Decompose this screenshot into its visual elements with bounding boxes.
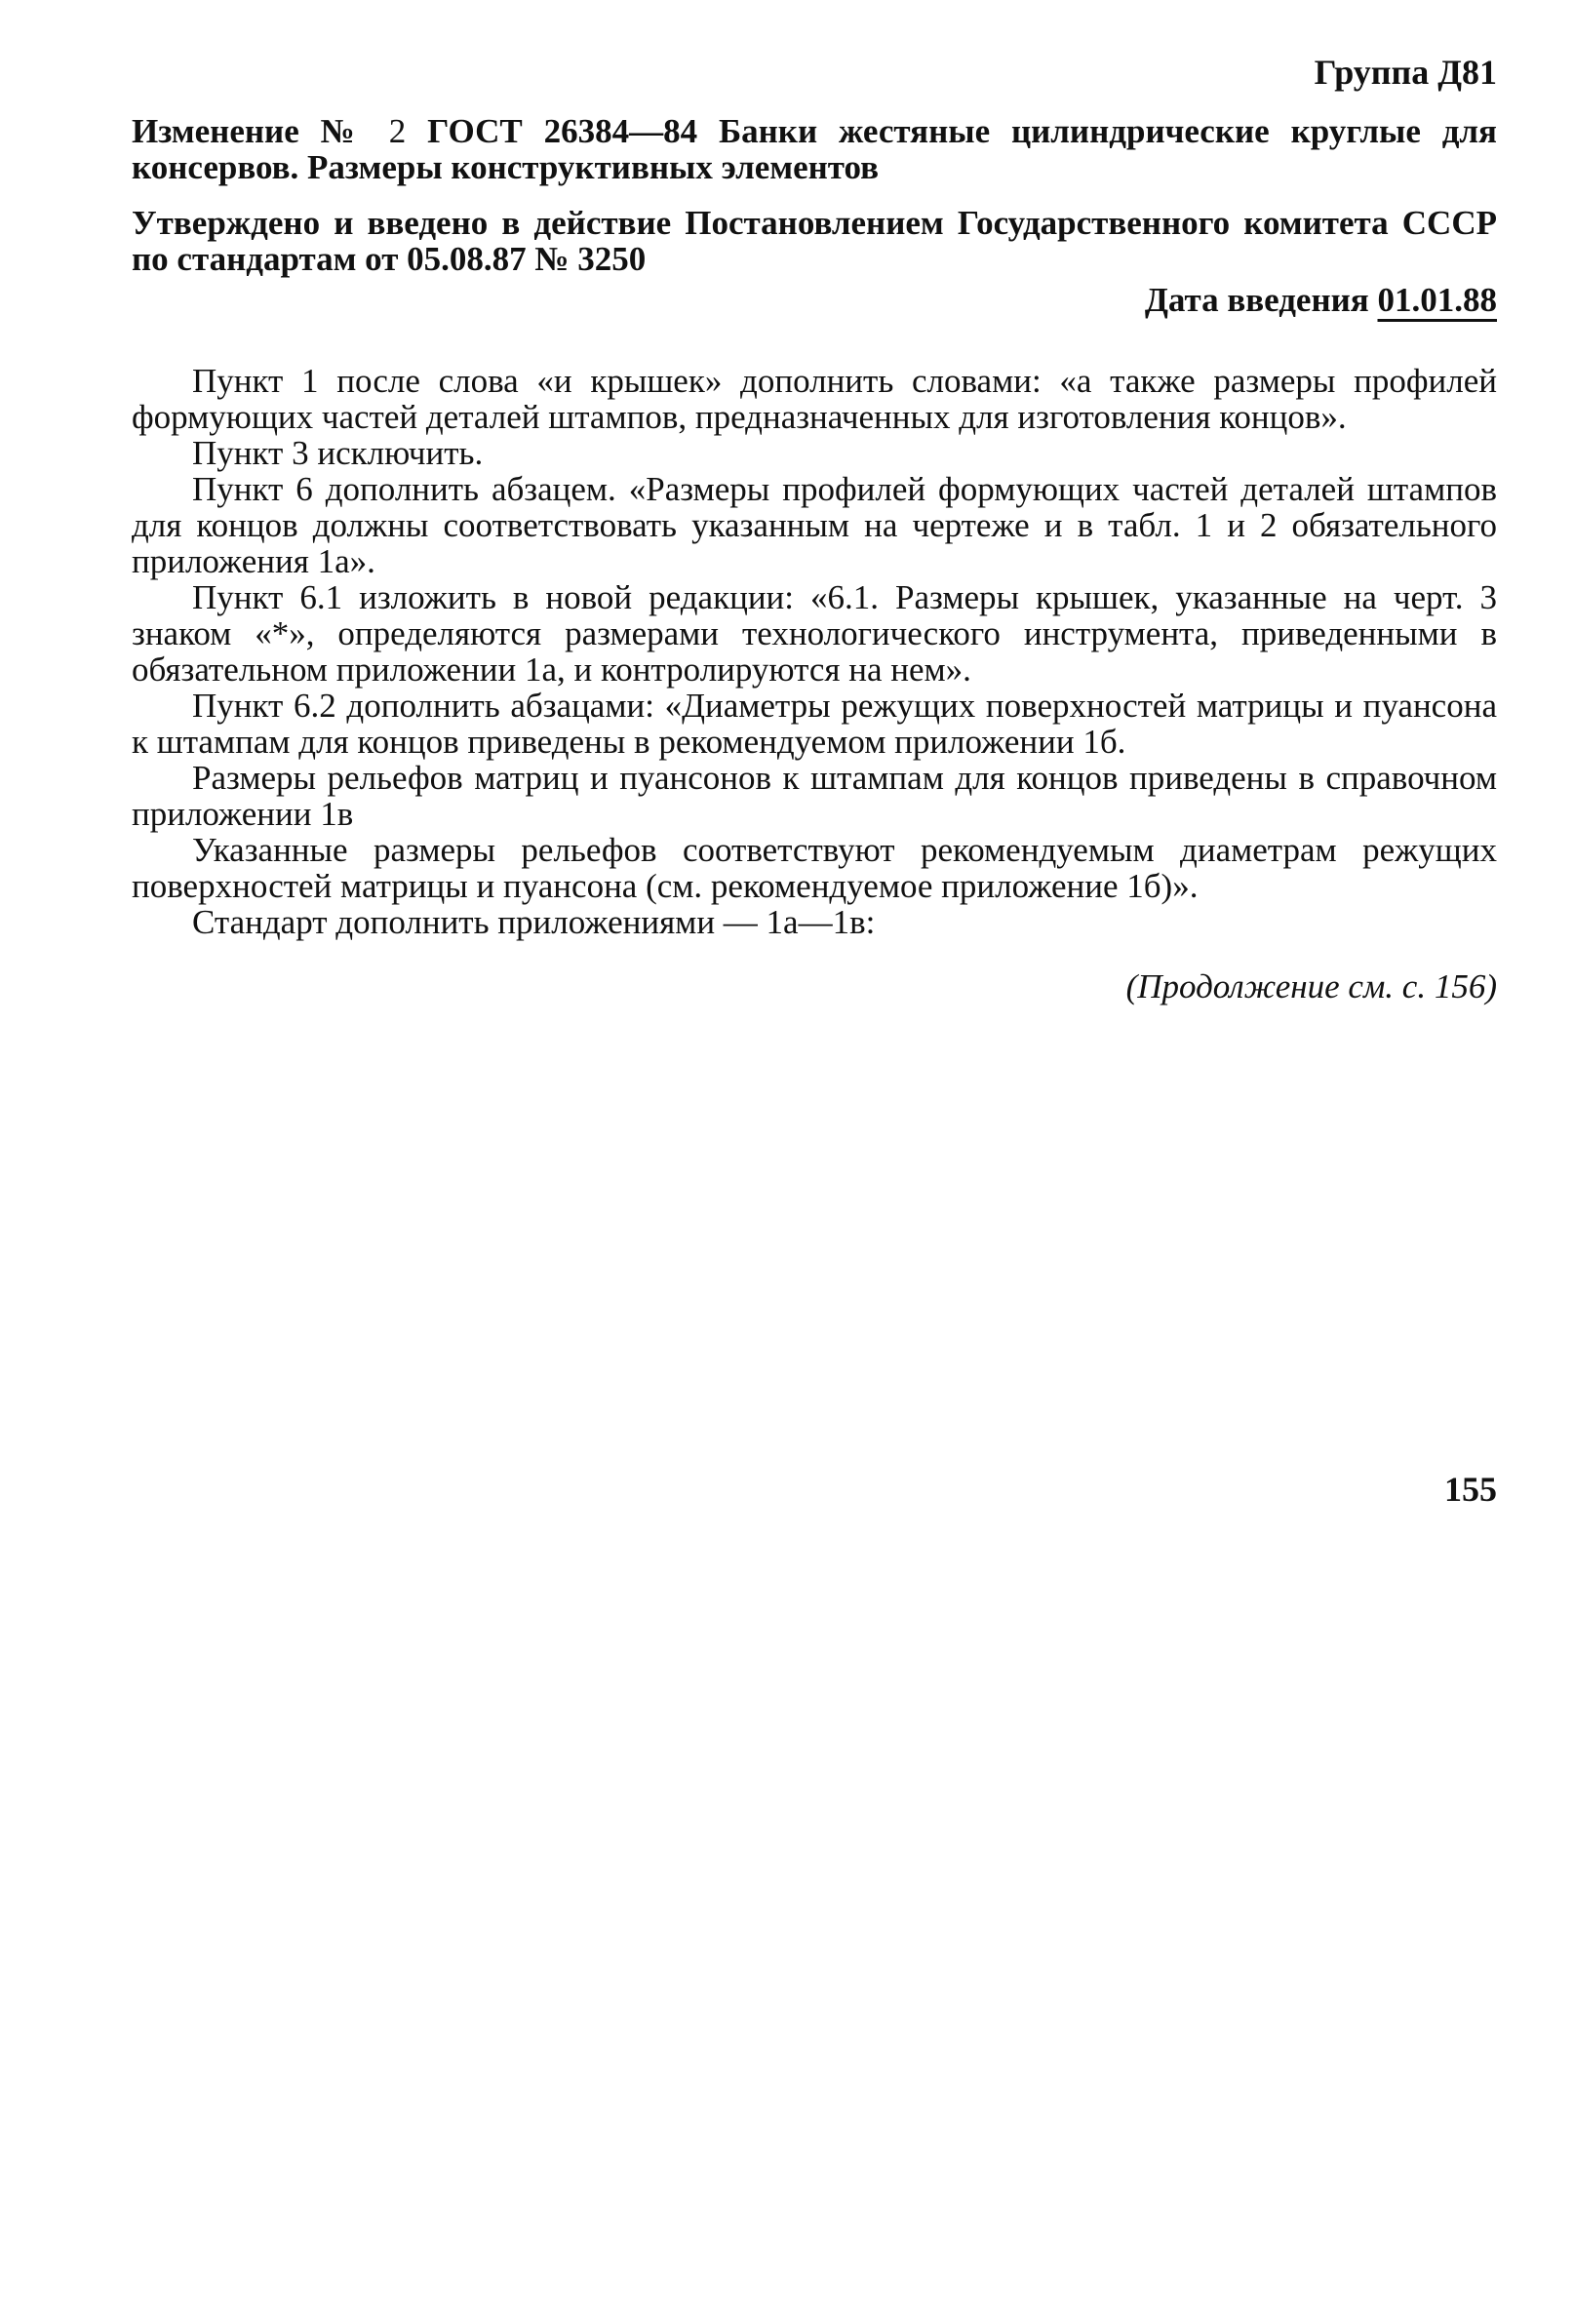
paragraph-point-1: Пункт 1 после слова «и крышек» дополнить словами: «а также размеры профилей формующих частей деталей штампов, предназначенных для изготовления концов». (132, 362, 1497, 436)
intro-date (132, 279, 1497, 322)
intro-date-label: Дата введения (1144, 281, 1378, 319)
page-number: 155 (1444, 1470, 1497, 1509)
approval-statement: Утверждено и введено в действие Постановлением Государственного комитета СССР по стандартам от 05.08.87 № 3250 (132, 204, 1497, 278)
paragraph-point-6-2: Пункт 6.2 дополнить абзацами: «Диаметры режущих поверхностей матрицы и пуансона к штампам для концов приведены в рекомендуемом приложении 1б. (132, 687, 1497, 761)
continuation-note: (Продолжение см. с. 156) (1125, 967, 1497, 1005)
amendment-body (132, 363, 1497, 940)
amendment-title (132, 113, 1497, 185)
amendment-title-text: ГОСТ 26384—84 Банки жестяные цилиндрические круглые для консервов. Размеры конструктивных элементов (132, 112, 1497, 186)
intro-date-value: 01.01.88 (1377, 281, 1497, 319)
group-label: Группа Д81 (1314, 53, 1497, 92)
paragraph-point-3: Пункт 3 исключить. (192, 434, 484, 472)
document-page (132, 51, 1497, 1509)
paragraph-relief-correspondence: Указанные размеры рельефов соответствуют рекомендуемым диаметрам режущих поверхностей матрицы и пуансона (см. рекомендуемое приложение 1б)». (132, 831, 1497, 905)
paragraph-point-6: Пункт 6 дополнить абзацем. «Размеры профилей формующих частей деталей штампов для концов должны соответствовать указанным на чертеже и в табл. 1 и 2 обязательного приложения 1а». (132, 470, 1497, 580)
amendment-title-prefix: Изменение № (132, 112, 389, 150)
paragraph-relief-sizes: Размеры рельефов матриц и пуансонов к штампам для концов приведены в справочном приложении 1в (132, 759, 1497, 833)
amendment-number: 2 (388, 112, 407, 150)
paragraph-point-6-1: Пункт 6.1 изложить в новой редакции: «6.1. Размеры крышек, указанные на черт. 3 знаком «*», определяются размерами технологического инструмента, приведенными в обязательном приложении 1а, и контролируются на нем». (132, 578, 1497, 689)
paragraph-appendices: Стандарт дополнить приложениями — 1а—1в: (192, 903, 876, 941)
